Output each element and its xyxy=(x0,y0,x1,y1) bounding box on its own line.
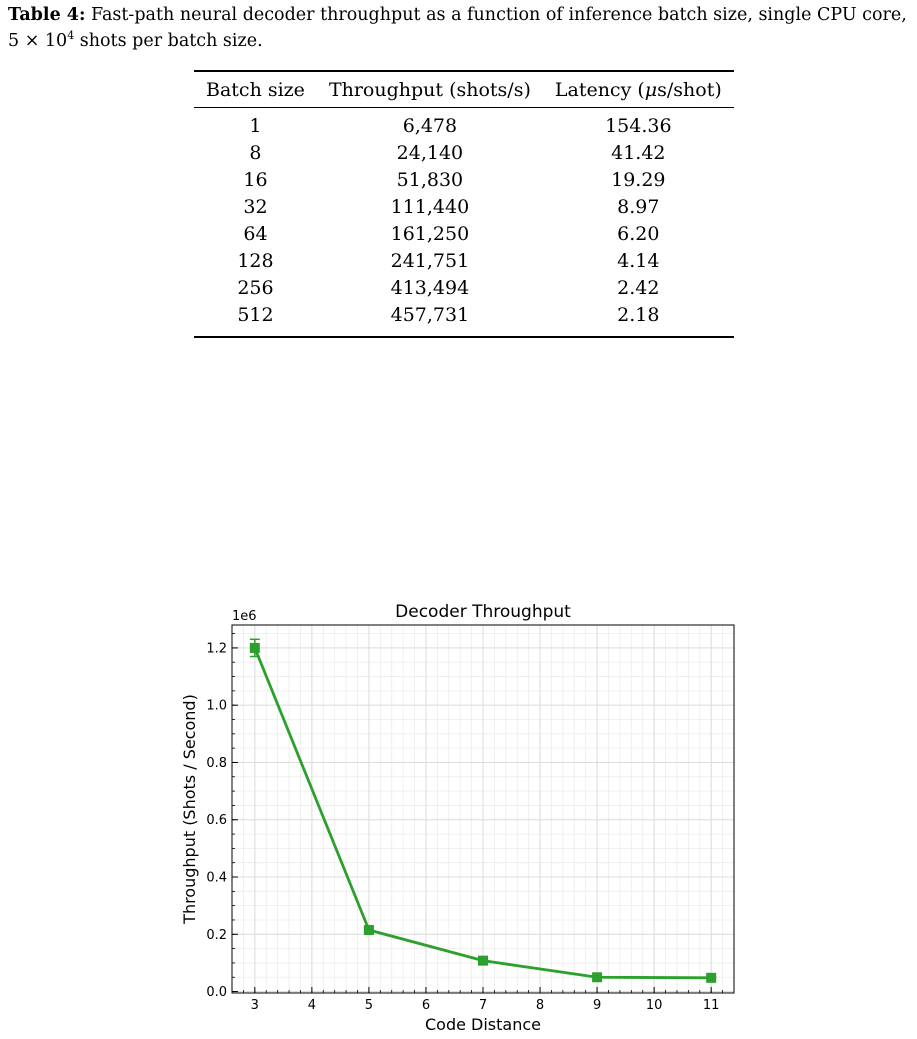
y-tick-label: 0.2 xyxy=(206,927,227,943)
table-row xyxy=(194,248,734,275)
table-row xyxy=(194,167,734,194)
x-tick-label: 3 xyxy=(250,998,259,1013)
cell-latency: 2.42 xyxy=(617,277,660,299)
data-point xyxy=(364,925,374,935)
cell-throughput: 161,250 xyxy=(390,223,470,245)
cell-batch: 32 xyxy=(243,196,268,218)
cell-throughput: 6,478 xyxy=(402,115,458,137)
cell-latency: 19.29 xyxy=(611,169,666,191)
caption-text-line1: Fast-path neural decoder throughput as a function of inference batch size, single CPU core, xyxy=(91,5,907,25)
caption-text-line2-suffix: shots per batch size. xyxy=(74,31,263,51)
cell-throughput: 111,440 xyxy=(390,196,470,218)
caption-exponent: 4 xyxy=(67,29,75,43)
table-row xyxy=(194,140,734,167)
table-header-row xyxy=(194,71,734,108)
cell-latency: 8.97 xyxy=(617,196,660,218)
cell-batch: 512 xyxy=(237,304,274,326)
cell-batch: 8 xyxy=(249,142,262,164)
x-tick-label: 6 xyxy=(421,998,431,1013)
cell-latency: 2.18 xyxy=(617,304,660,326)
table-caption xyxy=(8,2,913,54)
caption-label: Table 4: xyxy=(8,5,86,25)
cell-throughput: 51,830 xyxy=(396,169,464,191)
x-tick-label: 7 xyxy=(478,998,488,1013)
x-tick-label: 5 xyxy=(364,998,374,1013)
data-point xyxy=(592,972,602,982)
x-tick-label: 11 xyxy=(702,998,720,1013)
table-row xyxy=(194,275,734,302)
throughput-table xyxy=(194,70,734,338)
y-tick-label: 0.4 xyxy=(206,870,227,886)
chart-title: Decoder Throughput xyxy=(395,602,571,622)
cell-batch: 128 xyxy=(237,250,274,272)
y-axis-label: Throughput (Shots / Second) xyxy=(180,694,199,924)
cell-throughput: 413,494 xyxy=(390,277,470,299)
cell-batch: 1 xyxy=(249,115,262,137)
cell-throughput: 457,731 xyxy=(390,304,470,326)
x-axis-label: Code Distance xyxy=(424,1015,542,1034)
table-row xyxy=(194,302,734,337)
x-tick-label: 4 xyxy=(307,998,317,1013)
header-latency-suffix: s/shot) xyxy=(657,79,722,101)
table-row xyxy=(194,221,734,248)
cell-batch: 256 xyxy=(237,277,274,299)
y-tick-label: 0.0 xyxy=(206,985,227,1001)
x-tick-label: 9 xyxy=(592,998,602,1013)
header-latency xyxy=(543,71,734,108)
data-point xyxy=(478,956,488,966)
y-tick-label: 1.2 xyxy=(206,641,227,657)
data-point xyxy=(706,973,716,983)
cell-latency: 154.36 xyxy=(605,115,672,137)
cell-batch: 16 xyxy=(243,169,268,191)
table-row xyxy=(194,194,734,221)
cell-throughput: 24,140 xyxy=(396,142,464,164)
x-tick-label: 10 xyxy=(645,998,663,1013)
header-latency-mu: μ xyxy=(644,79,658,101)
y-tick-label: 0.8 xyxy=(206,755,227,771)
y-axis-offset-label: 1e6 xyxy=(232,609,257,624)
cell-throughput: 241,751 xyxy=(390,250,470,272)
x-tick-label: 8 xyxy=(535,998,545,1013)
y-tick-label: 1.0 xyxy=(206,698,227,714)
grid-major xyxy=(232,625,734,993)
cell-batch: 64 xyxy=(243,223,268,245)
cell-latency: 4.14 xyxy=(617,250,660,272)
header-latency-prefix: Latency ( xyxy=(554,79,645,101)
throughput-chart xyxy=(170,595,750,1039)
header-throughput: Throughput (shots/s) xyxy=(328,79,531,101)
data-point xyxy=(250,643,260,653)
caption-text-line2-prefix: 5 × 10 xyxy=(8,31,68,51)
table-row xyxy=(194,108,734,141)
cell-latency: 6.20 xyxy=(617,223,660,245)
header-batch-size: Batch size xyxy=(206,79,305,101)
y-tick-label: 0.6 xyxy=(206,813,227,829)
cell-latency: 41.42 xyxy=(611,142,666,164)
